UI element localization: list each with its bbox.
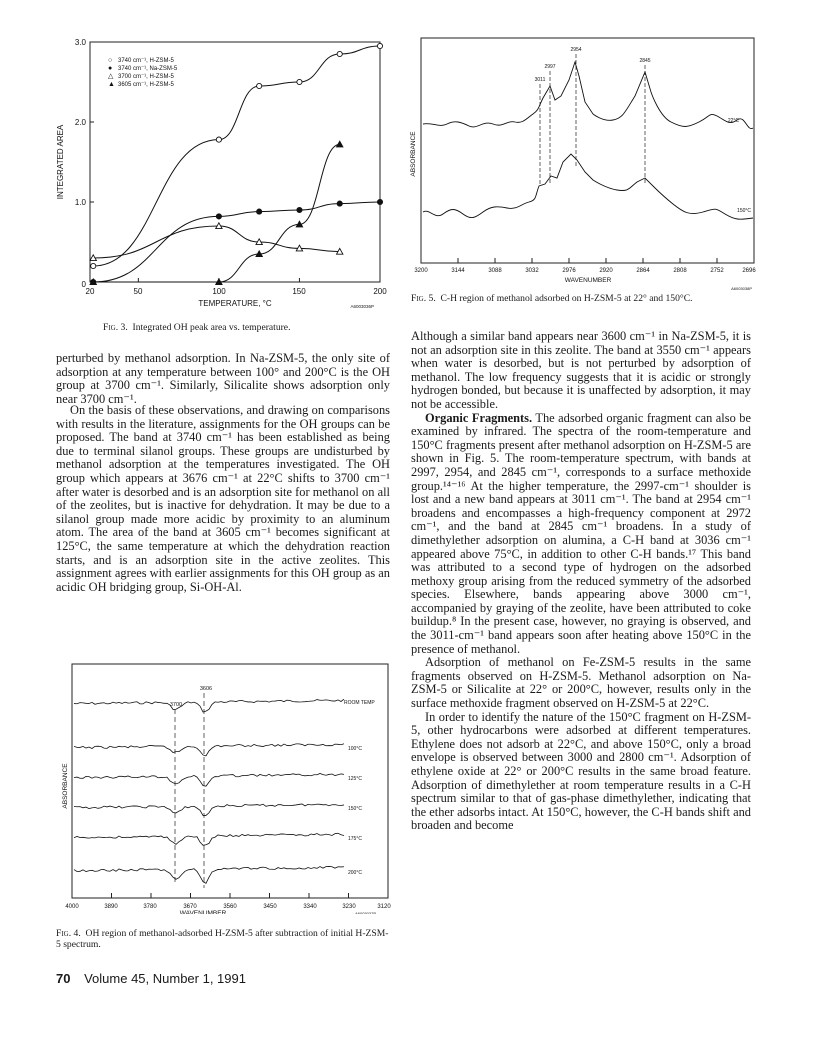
data-point <box>337 51 342 56</box>
legend-entry: 3605 cm⁻¹, H-ZSM-5 <box>118 82 174 88</box>
x-tick-label: 3200 <box>414 268 428 274</box>
x-tick-label: 3144 <box>451 268 465 274</box>
peak-label: 3011 <box>534 77 546 83</box>
x-tick-label: 3340 <box>303 904 317 910</box>
x-tick-label: 4000 <box>65 904 79 910</box>
x-tick-label: 3670 <box>183 904 197 910</box>
x-tick-labels <box>414 268 756 274</box>
caption-label: Fig. 3. <box>103 322 128 333</box>
x-tick-label: 150 <box>292 287 306 296</box>
data-point <box>377 199 382 204</box>
peak-labels <box>535 47 651 83</box>
data-point <box>377 43 382 48</box>
spectrum-trace <box>74 699 344 712</box>
spectrum-trace <box>74 804 344 816</box>
peak-label: 3606 <box>199 686 213 692</box>
caption-text: OH region of methanol-adsorbed H-ZSM-5 after subtraction of initial H-ZSM-5 spectrum. <box>56 928 389 950</box>
legend-symbol: ● <box>108 65 113 72</box>
trace-label: 175°C <box>348 836 362 842</box>
peak-label: 2845 <box>639 58 651 64</box>
x-tick-label: 3120 <box>377 904 391 910</box>
x-tick-label: 20 <box>85 287 95 296</box>
legend-symbol: △ <box>108 73 114 80</box>
figure-code: A6003038P <box>731 286 752 291</box>
trace-label: ROOM TEMP <box>344 700 375 706</box>
figure-code: A6003036P <box>350 304 374 309</box>
y-tick-label: 1.0 <box>74 198 86 207</box>
legend <box>108 57 178 88</box>
x-tick-label: 3560 <box>223 904 237 910</box>
x-tick-label: 2920 <box>599 268 613 274</box>
section-heading: Organic Fragments. <box>425 410 533 425</box>
y-tick-label: 2.0 <box>74 118 86 127</box>
x-tick-label: 2696 <box>742 268 756 274</box>
x-axis-label: WAVENUMBER <box>564 277 612 284</box>
peak-label: 3700 <box>169 702 183 708</box>
spectrum-traces <box>74 699 344 883</box>
x-axis-label: WAVENUMBER <box>179 910 227 914</box>
legend-symbol: ▲ <box>108 81 115 88</box>
figure-code: A6003037P <box>355 911 376 914</box>
series-line <box>93 202 380 282</box>
right-paragraph-1: Although a similar band appears near 3600 cm⁻¹ in Na-ZSM-5, it is not an adsorption site in this zeolite. The band at 3550 cm⁻¹ appears when water is desorbed, but is not perturbed by adsorption of methanol. The low frequency suggests that it is acidic or strongly hydrogen bonded, but because it is unaffected by adsorption, it may not be accessible. <box>411 329 752 411</box>
figure-5-caption <box>411 293 751 304</box>
x-tick-label: 3230 <box>342 904 356 910</box>
spectrum-trace <box>74 866 344 883</box>
trace-label: 125°C <box>348 776 362 782</box>
data-point <box>216 214 221 219</box>
left-paragraph-1: perturbed by methanol adsorption. In Na-ZSM-5, the only site of adsorption at any temperature between 100° and 200°C is the OH group at 3700 cm⁻¹. Similarly, Silicalite shows adsorption only near 3700 cm⁻¹. <box>56 351 390 406</box>
spectrum-trace <box>74 773 344 786</box>
x-tick-label: 3890 <box>104 904 118 910</box>
plot-frame <box>72 664 388 898</box>
y-tick-label: 3.0 <box>74 38 86 47</box>
plot-frame <box>421 38 754 263</box>
series-line <box>93 226 340 258</box>
trace-150C <box>423 154 753 219</box>
x-ticks <box>72 893 388 898</box>
x-tick-label: 100 <box>212 287 226 296</box>
data-point <box>216 137 221 142</box>
legend-entry: 3740 cm⁻¹, Na-ZSM-5 <box>118 66 178 72</box>
page-footer <box>56 971 246 986</box>
y-tick-labels <box>75 38 87 289</box>
x-tick-label: 3780 <box>143 904 157 910</box>
x-tick-labels <box>86 287 388 296</box>
x-tick-label: 3450 <box>263 904 277 910</box>
peak-label: 2954 <box>570 47 582 53</box>
x-tick-label: 2864 <box>636 268 650 274</box>
y-axis-label: ABSORBANCE <box>62 763 69 809</box>
peak-label: 2997 <box>544 64 556 70</box>
y-tick-label: 0 <box>81 280 86 289</box>
spectrum-trace <box>74 744 344 756</box>
trace-labels <box>344 700 375 876</box>
right-paragraph-2 <box>411 412 751 657</box>
x-tick-label: 2752 <box>710 268 724 274</box>
trace-label: 200°C <box>348 870 362 876</box>
figure-4-caption <box>56 928 390 950</box>
data-point <box>297 79 302 84</box>
caption-text: Integrated OH peak area vs. temperature. <box>132 322 291 333</box>
trace-label: 100°C <box>348 746 362 752</box>
y-axis-label: INTEGRATED AREA <box>56 124 65 200</box>
legend-entry: 3740 cm⁻¹, H-ZSM-5 <box>118 58 174 64</box>
trace-label: 150°C <box>737 208 751 214</box>
journal-info: Volume 45, Number 1, 1991 <box>84 971 246 986</box>
right-column <box>411 330 751 833</box>
x-tick-label: 200 <box>373 287 387 296</box>
x-tick-label: 50 <box>133 287 143 296</box>
x-tick-label: 2808 <box>673 268 687 274</box>
trace-label: 22°C <box>727 118 739 124</box>
data-point <box>257 83 262 88</box>
data-point <box>257 209 262 214</box>
x-tick-labels <box>65 904 391 910</box>
x-tick-label: 2976 <box>562 268 576 274</box>
figure-3-caption <box>103 322 403 333</box>
data-point <box>337 141 343 147</box>
right-paragraph-4: In order to identify the nature of the 150°C fragment on H-ZSM-5, other hydrocarbons were adsorbed at different temperatures. Ethylene does not adsorb at 22°C, and above 150°C, only a broad envelope is observed between 3000 and 2800 cm⁻¹. Adsorption of ethylene oxide at 22° or 200°C results in the same broad feature. Adsorption of dimethylether at room temperature results in a C-H spectrum similar to that of gas-phase dimethylether, indicating that the ether adsorbs intact. At 150°C, however, the C-H bands shift and broaden and become <box>411 709 751 833</box>
y-axis-label: ABSORBANCE <box>410 131 417 177</box>
trace-22C <box>423 62 753 129</box>
data-point <box>297 207 302 212</box>
x-ticks <box>421 258 754 263</box>
spectrum-trace <box>74 833 344 845</box>
paragraph-text: The adsorbed organic fragment can also be examined by infrared. The spectra of the room-temperature and 150°C fragments present after methanol adsorption on H-ZSM-5 are shown in Fig. 5. The room-temperature spectrum, with bands at 2997, 2954, and 2845 cm⁻¹, corresponds to a surface methoxide group.¹⁴⁻¹⁶ At the higher temperature, the 2997-cm⁻¹ shoulder is lost and a new band appears at 3011 cm⁻¹. The band at 2954 cm⁻¹ broadens and encompasses a high-frequency component at 2972 cm⁻¹, and the band at 2845 cm⁻¹ broadens. In a study of dimethylether adsorption on alumina, a C-H band at 3036 cm⁻¹ appeared above 75°C, in addition to other C-H bands.¹⁷ This band was attributed to a second type of hydrogen on the adsorbed methoxy group arising from the reduced symmetry of the adsorbed species. Elsewhere, bands appearing above 3000 cm⁻¹, accompanied by graying of the zeolite, have been attributed to coke buildup.⁸ In the present case, however, no graying is observed, and the 3011-cm⁻¹ band appears soon after heating above 150°C in the presence of methanol. <box>411 410 751 656</box>
caption-text: C-H region of methanol adsorbed on H-ZSM-5 at 22° and 150°C. <box>440 293 693 304</box>
x-tick-label: 3032 <box>525 268 539 274</box>
trace-label: 150°C <box>348 806 362 812</box>
series-line <box>93 144 340 282</box>
legend-entry: 3700 cm⁻¹, H-ZSM-5 <box>118 74 174 80</box>
figure-4-spectrum <box>58 662 394 914</box>
caption-label: Fig. 4. <box>56 928 81 939</box>
caption-label: Fig. 5. <box>411 293 436 304</box>
figure-3-chart <box>50 34 395 319</box>
x-tick-label: 3088 <box>488 268 502 274</box>
data-point <box>91 263 96 268</box>
data-point <box>337 201 342 206</box>
legend-symbol: ○ <box>108 57 113 64</box>
peak-markers <box>175 693 204 888</box>
left-paragraph-2: On the basis of these observations, and drawing on comparisons with results in the literature, assignments for the OH groups can be proposed. The band at 3740 cm⁻¹ has been established as being due to terminal silanol groups. These groups are undisturbed by methanol adsorption at the temperatures investigated. The OH group which appears at 3676 cm⁻¹ at 22°C shifts to 3700 cm⁻¹ after water is desorbed and is an adsorption site for methanol on all of the zeolites, but is inactive for dehydration. It may be due to a silanol group made more acidic by proximity to an aluminum atom. The area of the band at 3605 cm⁻¹ becomes significant at 125°C, the same temperature at which the dehydration reaction starts, and is an adsorption site in the active zeolites. This assignment agrees with earlier assignments for this OH group as an acidic OH bridging group, Si-OH-Al. <box>56 403 390 594</box>
x-axis-label: TEMPERATURE, °C <box>198 299 272 308</box>
page-number: 70 <box>56 971 71 986</box>
figure-5-spectrum <box>403 36 758 302</box>
right-paragraph-3: Adsorption of methanol on Fe-ZSM-5 results in the same fragments observed on H-ZSM-5. Methanol adsorption on Na-ZSM-5 or Silicalite at 22° or 200°C, however, results only in the surface methoxide fragment observed on H-ZSM-5 at 22°C. <box>411 655 751 711</box>
peak-markers <box>540 54 645 184</box>
